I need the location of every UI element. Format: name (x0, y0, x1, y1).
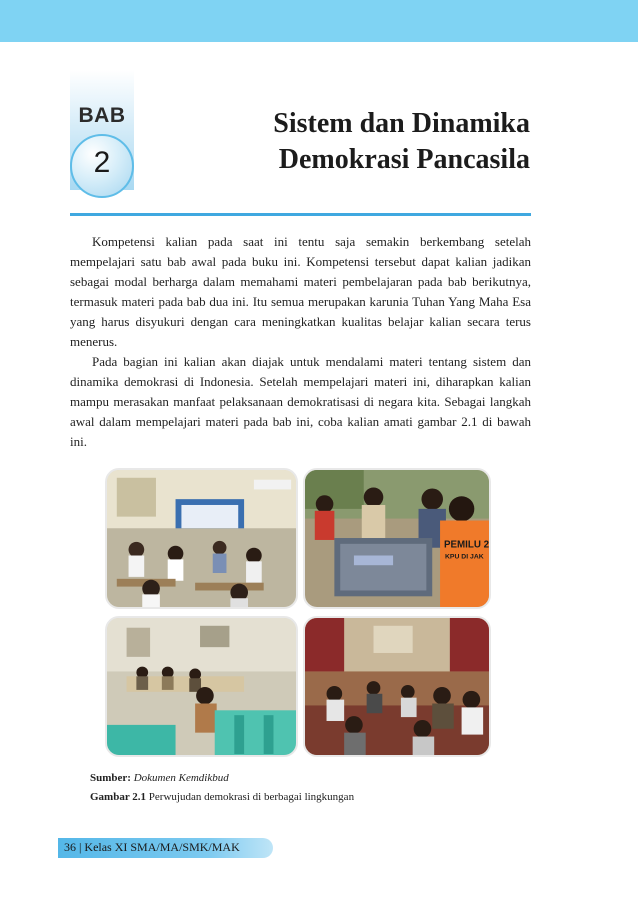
paragraph-2: Pada bagian ini kalian akan diajak untuk mendalami materi tentang sistem dan dinamika demokrasi di Indonesia. Setelah mempelajari materi ini, diharapkan kalian mampu merasakan manfaat pelaksanaan demokratisasi di negara kita. Sebagai langkah awal dalam mempelajari materi pada bab ini, coba kalian amati gambar 2.1 di bawah ini. (70, 354, 531, 449)
chapter-title-line1: Sistem dan Dinamika (273, 108, 530, 139)
vest-text-2: KPU DI JAK (444, 553, 484, 561)
chapter-label: BAB (78, 104, 126, 127)
page-footer: 36 | Kelas XI SMA/MA/SMK/MAK (64, 840, 240, 854)
chapter-title-line2: Demokrasi Pancasila (278, 144, 530, 175)
photo-meeting-hall (105, 616, 298, 757)
body-text (70, 232, 531, 452)
title-divider (70, 213, 531, 216)
figure-source (90, 772, 530, 784)
top-header-band (0, 0, 638, 42)
photo-classroom (105, 468, 298, 609)
chapter-number: 2 (93, 146, 111, 179)
figure-text: Perwujudan demokrasi di berbagai lingkungan (148, 791, 355, 803)
figure-caption (90, 791, 530, 803)
source-label: Sumber: (90, 772, 131, 784)
photo-voting (303, 468, 491, 609)
paragraph-1: Kompetensi kalian pada saat ini tentu saja semakin berkembang setelah mempelajari satu bab awal pada buku ini. Kompetensi tersebut dapat kalian jadikan sebagai modal berharga dalam memahami materi pembelajaran pada bab berikutnya, termasuk materi pada bab dua ini. Itu semua merupakan karunia Tuhan Yang Maha Esa yang harus disyukuri dengan cara meningkatkan kualitas belajar kalian secara terus menerus. (70, 234, 531, 349)
vest-text-1: PEMILU 2 (443, 539, 489, 551)
source-value: Dokumen Kemdikbud (133, 772, 229, 784)
figure-label: Gambar 2.1 (90, 791, 147, 803)
photo-community-gathering (303, 616, 491, 757)
chapter-title (170, 106, 530, 178)
